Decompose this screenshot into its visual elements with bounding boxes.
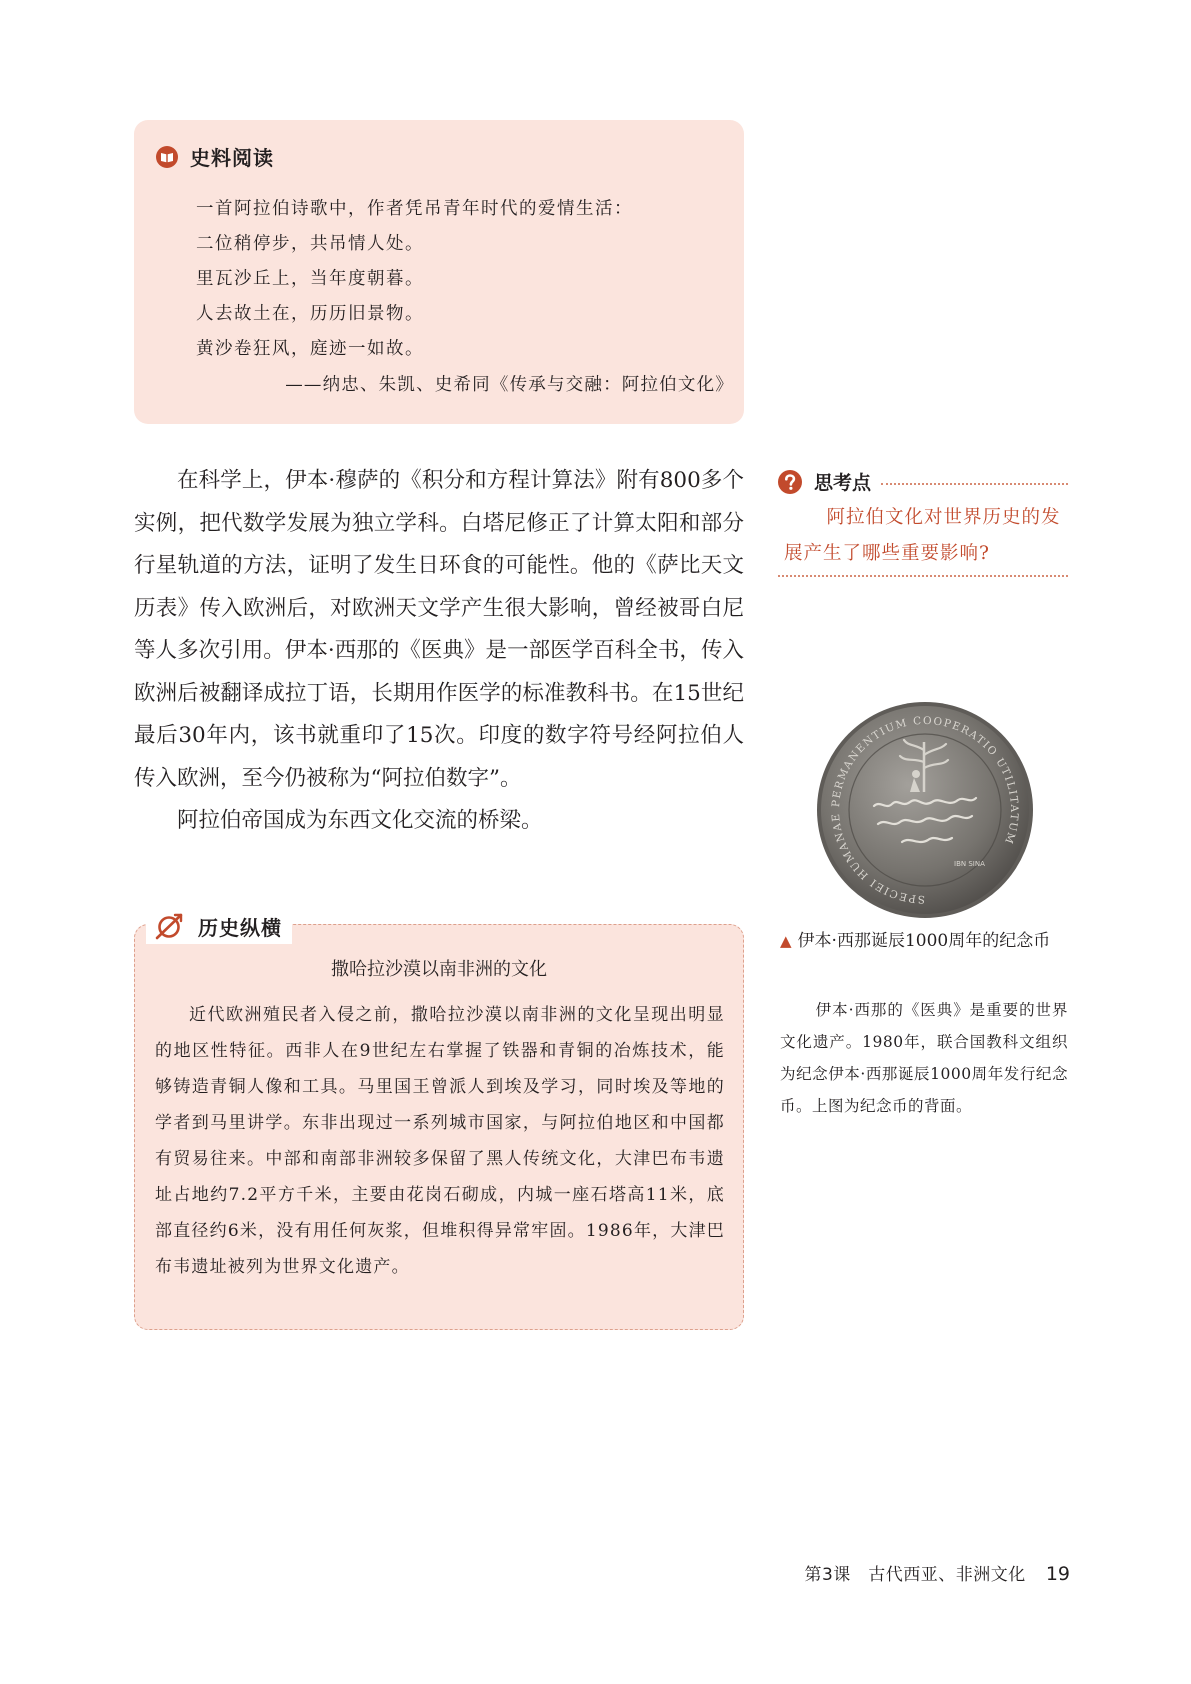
book-icon (156, 146, 178, 168)
thinking-point-title: 思考点 (814, 472, 872, 494)
figure-caption (780, 925, 1070, 958)
poem (196, 192, 736, 403)
poem-line: 人去故土在，历历旧景物。 (196, 304, 424, 324)
history-box-title: 历史纵横 (198, 915, 282, 940)
history-box-header (146, 908, 292, 944)
figure-caption-text: 伊本·西那诞辰1000周年的纪念币 (797, 931, 1051, 951)
poem-line: 里瓦沙丘上，当年度朝暮。 (196, 269, 424, 289)
main-paragraph: 在科学上，伊本·穆萨的《积分和方程计算法》附有800多个实例，把代数学发展为独立学科。白塔尼修正了计算太阳和部分行星轨道的方法，证明了发生日环食的可能性。他的《萨比天文历表》传入欧洲后，对欧洲天文学产生很大影响，曾经被哥白尼等人多次引用。伊本·西那的《医典》是一部医学百科全书，传入欧洲后被翻译成拉丁语，长期用作医学的标准教科书。在15世纪最后30年内，该书就重印了15次。印度的数字符号经阿拉伯人传入欧洲，至今仍被称为“阿拉伯数字”。 (134, 468, 744, 791)
history-icon (154, 911, 184, 941)
history-paragraph: 近代欧洲殖民者入侵之前，撒哈拉沙漠以南非洲的文化呈现出明显的地区性特征。西非人在9世纪左右掌握了铁器和青铜的冶炼技术，能够铸造青铜人像和工具。马里国王曾派人到埃及学习，同时埃及等地的学者到马里讲学。东非出现过一系列城市国家，与阿拉伯地区和中国都有贸易往来。中部和南部非洲较多保留了黑人传统文化，大津巴布韦遗址占地约7.2平方千米，主要由花岗石砌成，内城一座石塔高11米，底部直径约6米，没有用任何灰浆，但堆积得异常牢固。1986年，大津巴布韦遗址被列为世界文化遗产。 (155, 1005, 725, 1277)
thinking-point-header (778, 468, 1068, 495)
dotted-divider (778, 575, 1068, 577)
page-number: 19 (1045, 1563, 1070, 1585)
history-box-text (155, 997, 725, 1285)
question-icon (778, 470, 802, 494)
coin-inscription: SPECIEI HUMANAE PERMANENTIUM COOPERATIO UTILITATUM (829, 714, 1021, 906)
lesson-title: 第3课 古代西亚、非洲文化 (804, 1565, 1026, 1585)
history-box-heading: 撒哈拉沙漠以南非洲的文化 (331, 959, 547, 980)
coin-signature: IBN SINA (954, 860, 985, 868)
triangle-marker-icon: ▲ (780, 932, 792, 950)
primary-source-box (134, 120, 744, 424)
poem-source: ——纳忠、朱凯、史希同《传承与交融：阿拉伯文化》 (285, 375, 734, 395)
poem-line: 黄沙卷狂风，庭迹一如故。 (196, 339, 424, 359)
poem-intro: 一首阿拉伯诗歌中，作者凭吊青年时代的爱情生活： (196, 199, 633, 219)
poem-line: 二位稍停步，共吊情人处。 (196, 234, 424, 254)
page-footer (804, 1560, 1070, 1585)
main-text (134, 460, 744, 843)
primary-source-header (156, 142, 274, 171)
primary-source-title: 史料阅读 (190, 146, 274, 170)
history-box (134, 924, 744, 1330)
commemorative-coin-image (814, 700, 1036, 920)
main-paragraph: 阿拉伯帝国成为东西文化交流的桥梁。 (177, 808, 543, 833)
thinking-question: 阿拉伯文化对世界历史的发展产生了哪些重要影响? (784, 507, 1061, 564)
figure-description: 伊本·西那的《医典》是重要的世界文化遗产。1980年，联合国教科文组织为纪念伊本·西那诞辰1000周年发行纪念币。上图为纪念币的背面。 (780, 1001, 1068, 1115)
dotted-divider (881, 483, 1068, 485)
